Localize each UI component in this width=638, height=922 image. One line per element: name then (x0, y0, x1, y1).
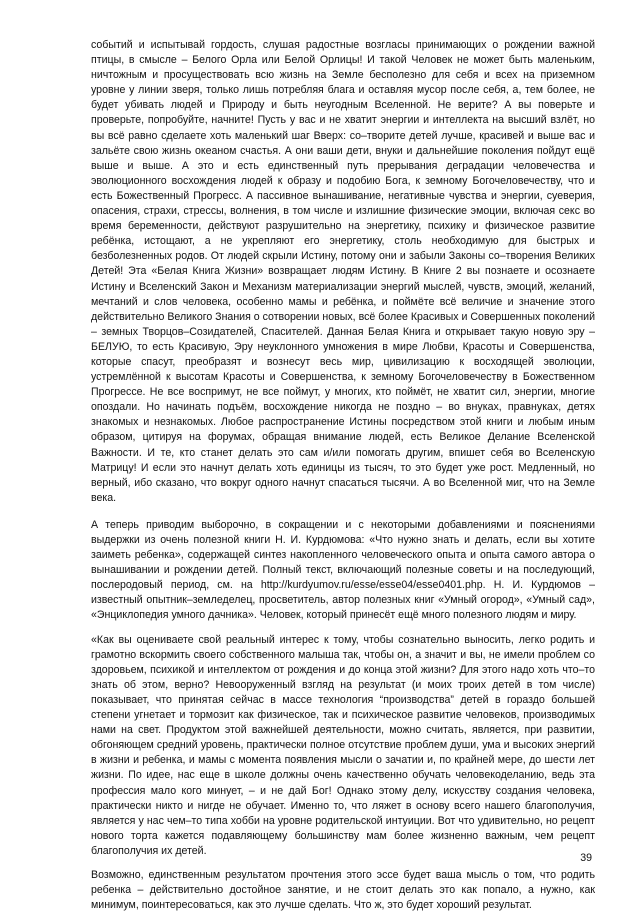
paragraph-1: событий и испытывай гордость, слушая радостные возгласы принимающих о рождении важной птицы, в смысле – Белого Орла или Белой Орлицы! И такой Человек не может быть маленьким, ничтожным и просуществовать всю жизнь на Земле бесполезно для себя и всех на приземном уровне у линии зверя, только лишь потребляя блага и оставляя мусор после себя, а, тем более, не будет убивать людей и Природу и быть неугодным Вселенной. Не верите? А вы поверьте и проверьте, попробуйте, начните! Пусть у вас и не хватит энергии и интеллекта на высший взлёт, но вы всё равно сделаете хоть маленький шаг Вверх: со–творите детей лучше, красивей и выше вас и зальёте свою жизнь океаном счастья. А они ваши дети, внуки и дальнейшие поколения пойдут ещё выше и выше. А это и есть единственный путь прерывания деградации человечества и эволюционного восхождения людей к образу и подобию Бога, к земному Богочеловечеству, что и есть Божественный Прогресс. А пассивное вынашивание, негативные чувства и энергии, суеверия, опасения, страхи, стрессы, волнения, в том числе и излишние физические эмоции, включая секс во время беременности, действуют разрушительно на энергетику, психику и физическое развитие ребёнка, истощают, а не укрепляют его энергетику, столь необходимую для быстрых и безболезненных родов. От людей скрыли Истину, потому они и забыли Законы со–творения Великих Детей! Эта «Белая Книга Жизни» возвращает людям Истину. В Книге 2 вы познаете и осознаете Истину и Вселенский Закон и Механизм материализации энергий мыслей, чувств, эмоций, желаний, мечтаний и слов человека, особенно мамы и ребёнка, и поймёте всё величие и значение этого действительно Великого Знания о сотворении новых, всё более Красивых и Совершенных поколений – земных Творцов–Созидателей, Спасителей. Данная Белая Книга и открывает такую новую эру – БЕЛУЮ, то есть Красивую, Эру неуклонного умножения в мире Любви, Красоты и Совершенства, которые спасут, преобразят и вознесут весь мир, цивилизацию к восходящей эволюции, устремлённой к высотам Красоты и Совершенства, к земному Богочеловечеству в Божественном Прогрессе. Не все воспримут, не все поймут, у многих, кто поймёт, не хватит сил, энергии, многие опоздали. Но начинать подъём, восхождение никогда не поздно – во внуках, правнуках, детях знакомых и незнакомых. Любое распространение Истины посредством этой книги и любым иным образом, цитируя на форумах, обращая внимание людей, есть Великое Делание Вселенской Важности. И те, кто станет делать это сам и/или помогать другим, впишет себя во Вселенскую Матрицу! И если это начнут делать хоть единицы из тысяч, то это будет уже рост. Медленный, но верный, ибо сказано, что вокруг одного начнут спасаться тысячи. А во Вселенной миг, что на Земле века. (91, 39, 595, 504)
document-body (91, 38, 595, 922)
paragraph-4: Возможно, единственным результатом прочтения этого эссе будет ваша мысль о том, что родить ребенка – действительно достойное занятие, и не стоит делать это как попало, а нужно, как минимум, поинтересоваться, как это лучше сделать. Что ж, это будет хороший результат. (91, 868, 595, 912)
page-number: 39 (580, 852, 592, 864)
paragraph-2: А теперь приводим выборочно, в сокращении и с некоторыми добавлениями и пояснениями выдержки из очень полезной книги Н. И. Курдюмова: «Что нужно знать и делать, если вы хотите заиметь ребенка», содержащей синтез накопленного человеческого опыта и опыта самого автора о вынашивании и рождении детей. Полный текст, включающий полезные советы и на последующий, послеродовый период, см. на http://kurdyumov.ru/esse/esse04/esse0401.php. Н. И. Курдюмов – известный опытник–земледелец, просветитель, автор полезных книг «Умный огород», «Умный сад», «Энциклопедия умного дачника». Человек, который принесёт ещё много полезного людям и миру. (91, 518, 595, 622)
paragraph-3: «Как вы оцениваете свой реальный интерес к тому, чтобы сознательно выносить, легко родить и грамотно вскормить своего собственного малыша так, чтобы он, а значит и вы, не имели проблем со здоровьем, психикой и интеллектом от рождения и до конца этой жизни? Для этого надо хоть что–то знать об этом, верно? Невооруженный взгляд на результат (и моих троих детей в том числе) показывает, что принятая сейчас в массе технология “производства” детей в гораздо большей степени угнетает и тормозит как физическое, так и психическое развитие человеков, производимых нами на свет. Продуктом этой важнейшей деятельности, можно считать, является, при развитии, обгоняющем средний уровень, практически полное отсутствие проблем души, ума и высоких энергий в жизни и ребенка, и мамы с момента появления мысли о зачатии и, по крайней мере, до шести лет жизни. По идее, нас еще в школе должны очень качественно обучать человекоделанию, ведь эта профессия мало кого минует, – и не дай Бог! Однако этому делу, искусству создания человека, практически никто и нигде не обучает. Именно то, что ляжет в основу всего нашего благополучия, является у нас чем–то типа хобби на уровне родительской интуиции. Вот что удивительно, но рецепт нового торта кажется подавляющему большинству мам более жизненно важным, чем рецепт благополучия их детей. (91, 633, 595, 857)
